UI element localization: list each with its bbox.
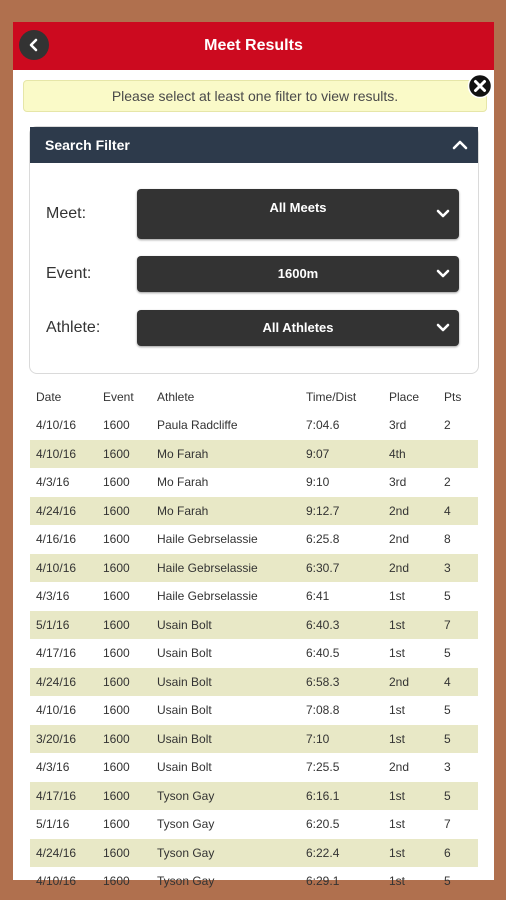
athlete-cell: Usain Bolt <box>157 674 212 689</box>
athlete-cell: Haile Gebrselassie <box>157 589 258 604</box>
athlete-cell: Usain Bolt <box>157 646 212 661</box>
athlete-cell: Usain Bolt <box>157 760 212 775</box>
date-cell: 5/1/16 <box>36 617 70 632</box>
time-cell: 7:25.5 <box>306 760 340 775</box>
time-cell: 6:30.7 <box>306 560 340 575</box>
place-cell: 3rd <box>389 475 407 490</box>
table-row[interactable] <box>30 810 478 839</box>
place-cell: 1st <box>389 589 406 604</box>
points-cell: 2 <box>444 475 451 490</box>
points-cell: 2 <box>444 418 451 433</box>
event-cell: 1600 <box>103 874 130 889</box>
points-cell: 5 <box>444 703 451 718</box>
time-cell: 9:07 <box>306 446 330 461</box>
athlete-cell: Tyson Gay <box>157 845 215 860</box>
chevron-down-icon <box>436 269 450 279</box>
column-header-time[interactable]: Time/Dist <box>306 390 357 404</box>
athlete-select-value: All Athletes <box>262 320 334 335</box>
time-cell: 6:40.3 <box>306 617 340 632</box>
table-header <box>30 383 478 411</box>
date-cell: 4/10/16 <box>36 874 77 889</box>
place-cell: 1st <box>389 788 406 803</box>
chevron-down-icon <box>436 209 450 219</box>
event-cell: 1600 <box>103 532 130 547</box>
athlete-cell: Usain Bolt <box>157 731 212 746</box>
table-row[interactable] <box>30 440 478 469</box>
date-cell: 4/16/16 <box>36 532 77 547</box>
points-cell: 4 <box>444 503 451 518</box>
points-cell: 5 <box>444 788 451 803</box>
place-cell: 2nd <box>389 674 410 689</box>
filter-alert <box>23 80 487 112</box>
table-row[interactable] <box>30 468 478 497</box>
athlete-cell: Usain Bolt <box>157 703 212 718</box>
table-row[interactable] <box>30 867 478 896</box>
meet-select[interactable] <box>137 189 459 239</box>
back-button[interactable] <box>19 30 49 60</box>
date-cell: 4/17/16 <box>36 788 77 803</box>
table-row[interactable] <box>30 725 478 754</box>
points-cell: 3 <box>444 760 451 775</box>
place-cell: 2nd <box>389 503 410 518</box>
table-row[interactable] <box>30 582 478 611</box>
date-cell: 4/24/16 <box>36 503 77 518</box>
athlete-cell: Mo Farah <box>157 446 209 461</box>
points-cell: 5 <box>444 874 451 889</box>
meet-filter-row <box>46 189 459 239</box>
date-cell: 4/3/16 <box>36 760 70 775</box>
meet-select-value: All Meets <box>269 200 327 215</box>
date-cell: 4/17/16 <box>36 646 77 661</box>
time-cell: 7:10 <box>306 731 330 746</box>
table-row[interactable] <box>30 668 478 697</box>
event-cell: 1600 <box>103 560 130 575</box>
event-select[interactable] <box>137 256 459 292</box>
place-cell: 1st <box>389 874 406 889</box>
time-cell: 6:16.1 <box>306 788 340 803</box>
points-cell: 4 <box>444 674 451 689</box>
time-cell: 7:04.6 <box>306 418 340 433</box>
place-cell: 2nd <box>389 760 410 775</box>
table-row[interactable] <box>30 753 478 782</box>
place-cell: 4th <box>389 446 406 461</box>
event-cell: 1600 <box>103 817 130 832</box>
time-cell: 6:20.5 <box>306 817 340 832</box>
table-row[interactable] <box>30 611 478 640</box>
time-cell: 7:08.8 <box>306 703 340 718</box>
athlete-filter-row <box>46 310 459 346</box>
date-cell: 3/20/16 <box>36 731 77 746</box>
points-cell: 5 <box>444 589 451 604</box>
top-bar <box>13 22 494 70</box>
points-cell: 5 <box>444 646 451 661</box>
points-cell: 7 <box>444 617 451 632</box>
event-cell: 1600 <box>103 418 130 433</box>
event-cell: 1600 <box>103 788 130 803</box>
date-cell: 4/3/16 <box>36 475 70 490</box>
meet-label: Meet: <box>46 205 87 222</box>
time-cell: 6:40.5 <box>306 646 340 661</box>
event-cell: 1600 <box>103 845 130 860</box>
table-row[interactable] <box>30 696 478 725</box>
time-cell: 6:41 <box>306 589 330 604</box>
column-header-date[interactable]: Date <box>36 390 62 404</box>
table-row[interactable] <box>30 782 478 811</box>
time-cell: 6:58.3 <box>306 674 340 689</box>
time-cell: 9:10 <box>306 475 330 490</box>
place-cell: 1st <box>389 617 406 632</box>
date-cell: 5/1/16 <box>36 817 70 832</box>
column-header-athlete[interactable]: Athlete <box>157 390 195 404</box>
search-filter-title: Search Filter <box>45 137 130 153</box>
table-row[interactable] <box>30 639 478 668</box>
place-cell: 1st <box>389 731 406 746</box>
chevron-down-icon <box>436 323 450 333</box>
athlete-cell: Paula Radcliffe <box>157 418 238 433</box>
place-cell: 1st <box>389 646 406 661</box>
table-row[interactable] <box>30 525 478 554</box>
column-header-place[interactable]: Place <box>389 390 420 404</box>
place-cell: 2nd <box>389 560 410 575</box>
table-row[interactable] <box>30 497 478 526</box>
event-label: Event: <box>46 265 92 282</box>
event-cell: 1600 <box>103 703 130 718</box>
points-cell: 6 <box>444 845 451 860</box>
athlete-cell: Mo Farah <box>157 503 209 518</box>
close-icon[interactable] <box>467 73 493 99</box>
athlete-cell: Tyson Gay <box>157 817 215 832</box>
athlete-cell: Mo Farah <box>157 475 209 490</box>
points-cell: 5 <box>444 731 451 746</box>
date-cell: 4/3/16 <box>36 589 70 604</box>
date-cell: 4/24/16 <box>36 674 77 689</box>
event-cell: 1600 <box>103 674 130 689</box>
results-table <box>30 383 478 896</box>
date-cell: 4/10/16 <box>36 703 77 718</box>
points-cell: 8 <box>444 532 451 547</box>
time-cell: 6:22.4 <box>306 845 340 860</box>
athlete-select[interactable] <box>137 310 459 346</box>
chevron-up-icon <box>452 139 468 151</box>
table-row[interactable] <box>30 554 478 583</box>
place-cell: 2nd <box>389 532 410 547</box>
athlete-label: Athlete: <box>46 319 101 336</box>
athlete-cell: Haile Gebrselassie <box>157 560 258 575</box>
chevron-left-icon <box>27 38 41 52</box>
event-filter-row <box>46 256 459 292</box>
table-body <box>30 411 478 896</box>
time-cell: 6:25.8 <box>306 532 340 547</box>
event-cell: 1600 <box>103 617 130 632</box>
alert-message: Please select at least one filter to view results. <box>111 88 399 104</box>
event-cell: 1600 <box>103 589 130 604</box>
place-cell: 3rd <box>389 418 407 433</box>
place-cell: 1st <box>389 817 406 832</box>
time-cell: 6:29.1 <box>306 874 340 889</box>
event-cell: 1600 <box>103 503 130 518</box>
place-cell: 1st <box>389 703 406 718</box>
athlete-cell: Usain Bolt <box>157 617 212 632</box>
athlete-cell: Tyson Gay <box>157 874 215 889</box>
page-title: Meet Results <box>204 37 303 54</box>
app-screen <box>13 22 494 889</box>
column-header-points[interactable]: Pts <box>444 390 462 404</box>
table-row[interactable] <box>30 411 478 440</box>
date-cell: 4/10/16 <box>36 418 77 433</box>
event-cell: 1600 <box>103 475 130 490</box>
time-cell: 9:12.7 <box>306 503 340 518</box>
event-cell: 1600 <box>103 446 130 461</box>
athlete-cell: Tyson Gay <box>157 788 215 803</box>
points-cell: 3 <box>444 560 451 575</box>
athlete-cell: Haile Gebrselassie <box>157 532 258 547</box>
event-select-value: 1600m <box>277 266 319 281</box>
table-row[interactable] <box>30 839 478 868</box>
event-cell: 1600 <box>103 731 130 746</box>
search-filter-header[interactable] <box>30 127 478 163</box>
date-cell: 4/24/16 <box>36 845 77 860</box>
date-cell: 4/10/16 <box>36 560 77 575</box>
event-cell: 1600 <box>103 646 130 661</box>
place-cell: 1st <box>389 845 406 860</box>
points-cell: 7 <box>444 817 451 832</box>
search-filter-panel <box>29 126 479 374</box>
column-header-event[interactable]: Event <box>103 390 134 404</box>
event-cell: 1600 <box>103 760 130 775</box>
date-cell: 4/10/16 <box>36 446 77 461</box>
